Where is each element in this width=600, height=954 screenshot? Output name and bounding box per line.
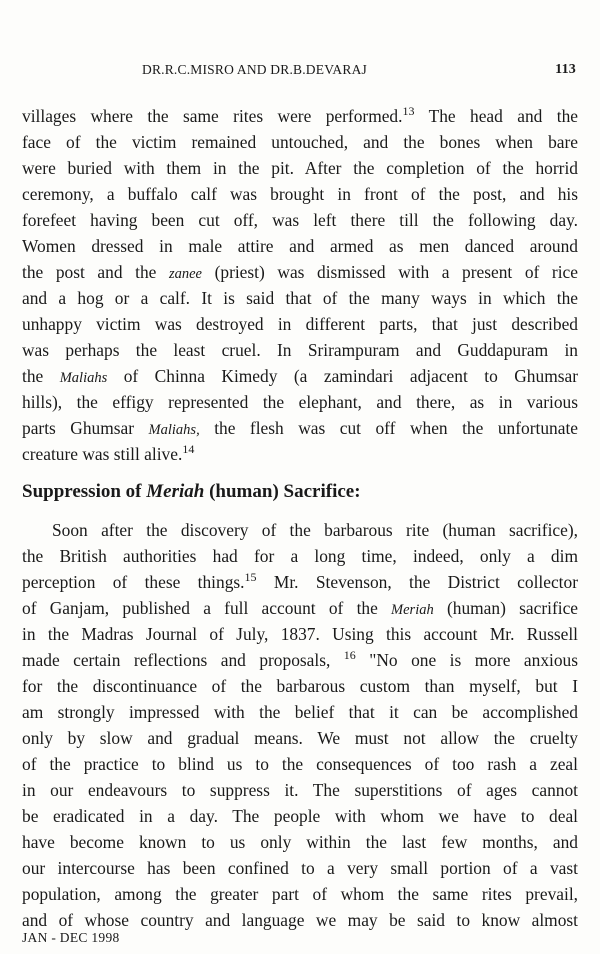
para1-line-7: the post and the zanee (priest) was dismissed with a present of rice: [22, 262, 578, 282]
running-head: DR.R.C.MISRO AND DR.B.DEVARAJ: [142, 62, 367, 77]
para2-line-1: Soon after the discovery of the barbarous rite (human sacrifice),: [52, 520, 578, 540]
para2-line-7: for the discontinuance of the barbarous custom than myself, but I: [22, 676, 578, 696]
para2-line-9: only by slow and gradual means. We must not allow the cruelty: [22, 728, 578, 748]
para2-line-14: our intercourse has been confined to a very small portion of a vast: [22, 858, 578, 878]
para1-line-4: ceremony, a buffalo calf was brought in front of the post, and his: [22, 184, 578, 204]
para1-line-5: forefeet having been cut off, was left there till the following day.: [22, 210, 578, 230]
footnote-ref-15: 15: [244, 570, 257, 584]
para1-line-1: villages where the same rites were performed.$^{13}$ The head and the: [22, 104, 579, 126]
para1-line-8: and a hog or a calf. It is said that of the many ways in which the: [22, 288, 578, 308]
para2-line-15: population, among the greater part of whom the same rites prevail,: [22, 884, 578, 904]
para2-line-2: the British authorities had for a long time, indeed, only a dim: [22, 546, 578, 566]
para2-line-8: am strongly impressed with the belief that it can be accomplished: [22, 702, 578, 722]
para1-line-11: the Maliahs of Chinna Kimedy (a zamindari adjacent to Ghumsar: [22, 366, 579, 386]
para1-line-14: creature was still alive.$^{14}$: [22, 442, 195, 464]
para1-line-9: unhappy victim was destroyed in different parts, that just described: [22, 314, 578, 334]
para1-line-12: hills), the effigy represented the elephant, and there, as in various: [22, 392, 578, 412]
para1-line-3: were buried with them in the pit. After the completion of the horrid: [22, 158, 578, 178]
para1-line-13: parts Ghumsar Maliahs, the flesh was cut off when the unfortunate: [22, 418, 578, 438]
term-maliahs: Maliahs,: [148, 422, 200, 438]
para2-line-10: of the practice to blind us to the consequences of too rash a zeal: [22, 754, 578, 774]
page-footer: JAN - DEC 1998: [22, 930, 120, 945]
footnote-ref-16: 16: [343, 648, 356, 662]
page-header: [22, 62, 578, 84]
para2-line-13: have become known to us only within the last few months, and: [22, 832, 578, 852]
para2-line-3: perception of these things.$^{15}$ Mr. Stevenson, the District collector: [22, 570, 578, 592]
para2-line-11: in our endeavours to suppress it. The superstitions of ages cannot: [22, 780, 578, 800]
para1-line-6: Women dressed in male attire and armed as men danced around: [22, 236, 578, 256]
para2-line-4: of Ganjam, published a full account of the Meriah (human) sacrifice: [22, 598, 579, 618]
footnote-ref-13: 13: [402, 104, 415, 118]
footnote-ref-14: 14: [182, 442, 195, 456]
term-meriah: Meriah: [391, 602, 434, 618]
term-maliahs: Maliahs: [59, 370, 108, 386]
para2-line-5: in the Madras Journal of July, 1837. Using this account Mr. Russell: [22, 624, 578, 644]
heading-term-meriah: Meriah: [146, 481, 205, 502]
para2-line-12: be eradicated in a day. The people with whom we have to deal: [22, 806, 578, 826]
para2-line-6: made certain reflections and proposals, $^{16}$ "No one is more anxious: [22, 648, 578, 670]
page-number: 113: [555, 62, 576, 77]
section-heading: Suppression of Meriah (human) Sacrifice:: [22, 481, 361, 502]
para1-line-10: was perhaps the least cruel. In Srirampuram and Guddapuram in: [22, 340, 578, 360]
para2-line-16: and of whose country and language we may be said to know almost: [22, 910, 578, 930]
term-zanee: zanee: [168, 266, 202, 282]
para1-line-2: face of the victim remained untouched, and the bones when bare: [22, 132, 578, 152]
